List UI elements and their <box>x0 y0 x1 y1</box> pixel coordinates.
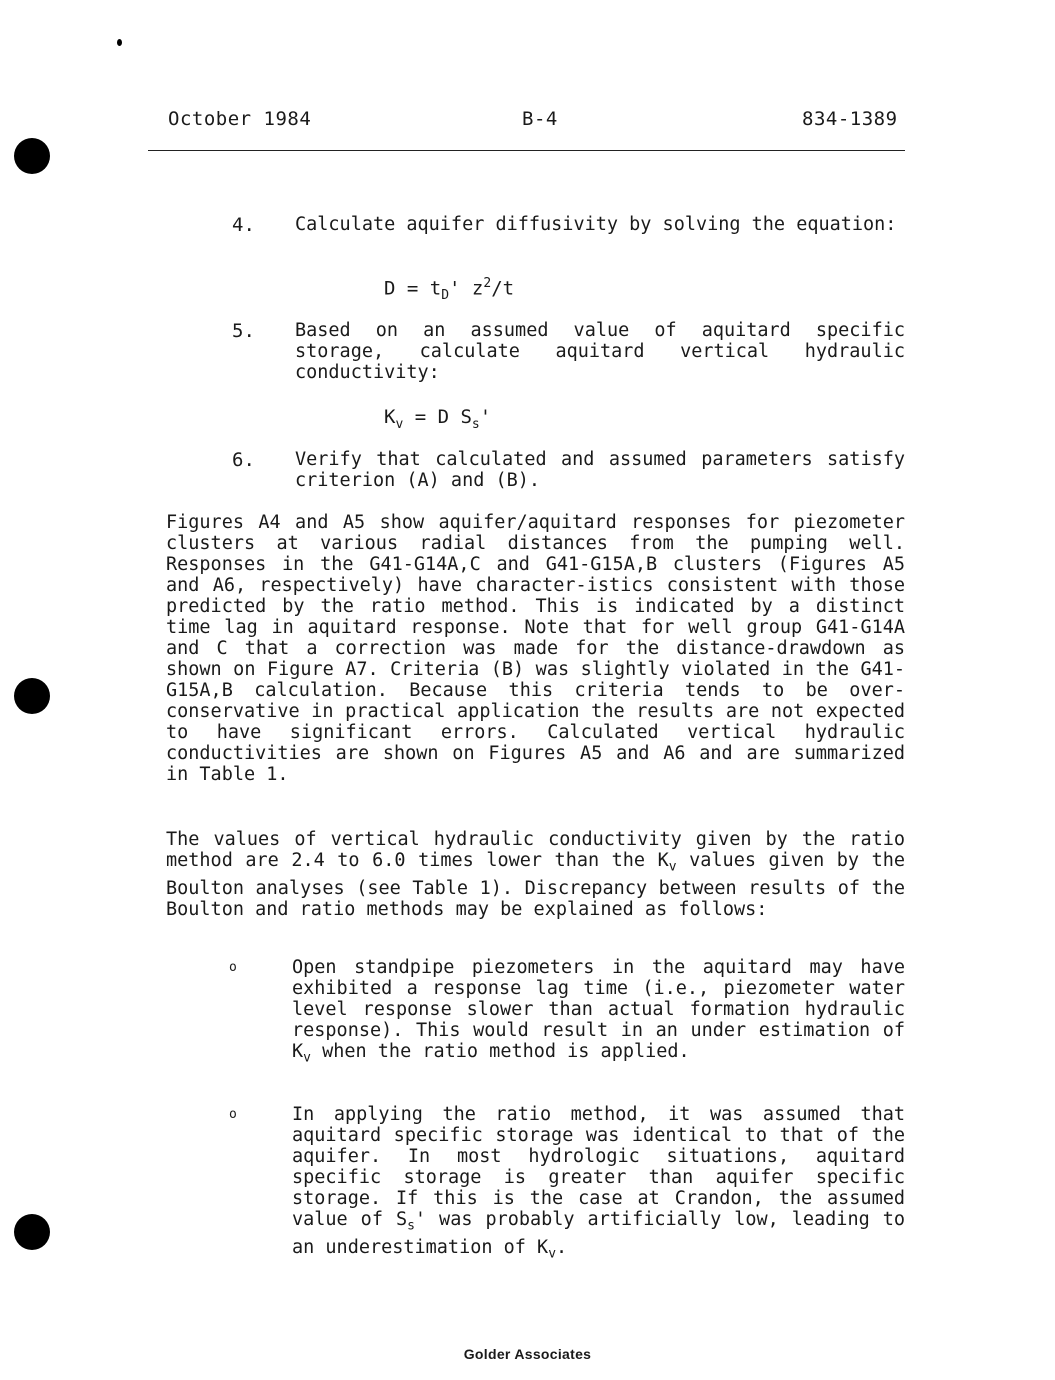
paragraph-ratio-comparison: The values of vertical hydraulic conductivity given by the ratio method are 2.4 to 6.0 times lower than the $K_v$ values given by the Boulton analyses (see Table 1). Discrepancy between results of the Boulton and ratio methods may be explained as follows: <box>166 829 905 920</box>
punch-hole-bottom <box>14 1214 50 1250</box>
step-number-6: 6. <box>232 449 255 471</box>
header-date: October 1984 <box>168 108 312 130</box>
step-text-6: Verify that calculated and assumed parameters satisfy criterion (A) and (B). <box>295 449 905 491</box>
step-text-4: Calculate aquifer diffusivity by solving the equation: <box>295 214 897 235</box>
header-page-number: B-4 <box>522 108 558 130</box>
bullet-text-specific-storage: In applying the ratio method, it was assumed that aquitard specific storage was identical to that of the aquifer. In most hydrologic situations, aquitard specific storage is greater than aquifer specific storage. If this is the case at Crandon, the assumed value of $S_s'$ was probably artificially low, leading to an underestimation of $K_v$. <box>292 1104 905 1262</box>
bullet-text-piezometers: Open standpipe piezometers in the aquitard may have exhibited a response lag time (i.e., piezometer water level response slower than actual formation hydraulic response). This would result in an under estimation of $K_v$ when the ratio method is applied. <box>292 957 905 1066</box>
bullet-marker: o <box>229 960 237 975</box>
header-rule <box>148 150 905 151</box>
step-number-5: 5. <box>232 320 255 342</box>
punch-hole-top <box>14 138 50 174</box>
step-text-5: Based on an assumed value of aquitard specific storage, calculate aquitard vertical hydraulic conductivity: <box>295 320 905 383</box>
equation-diffusivity: $D = t_D'$ $z^2/t$ <box>384 276 515 304</box>
equation-conductivity: $K_v = D$ $S_s'$ <box>384 406 492 432</box>
header-document-number: 834-1389 <box>802 108 898 130</box>
punch-hole-middle <box>14 678 50 714</box>
speck <box>117 39 122 46</box>
bullet-marker: o <box>229 1107 237 1122</box>
footer-company-name: Golder Associates <box>463 1346 592 1362</box>
step-number-4: 4. <box>232 214 255 236</box>
paragraph-figures-responses: Figures A4 and A5 show aquifer/aquitard responses for piezometer clusters at various radial distances from the pumping well. Responses in the G41-G14A,C and G41-G15A,B clusters (Figures A5 and A6, respectively) have character-istics consistent with those predicted by the ratio method. This is indicated by a distinct time lag in aquitard response. Note that for well group G41-G14A and C that a correction was made for the distance-drawdown as shown on Figure A7. Criteria (B) was slightly violated in the G41-G15A,B calculation. Because this criteria tends to be over-conservative in practical application the results are not expected to have significant errors. Calculated vertical hydraulic conductivities are shown on Figures A5 and A6 and are summarized in Table 1. <box>166 512 905 785</box>
